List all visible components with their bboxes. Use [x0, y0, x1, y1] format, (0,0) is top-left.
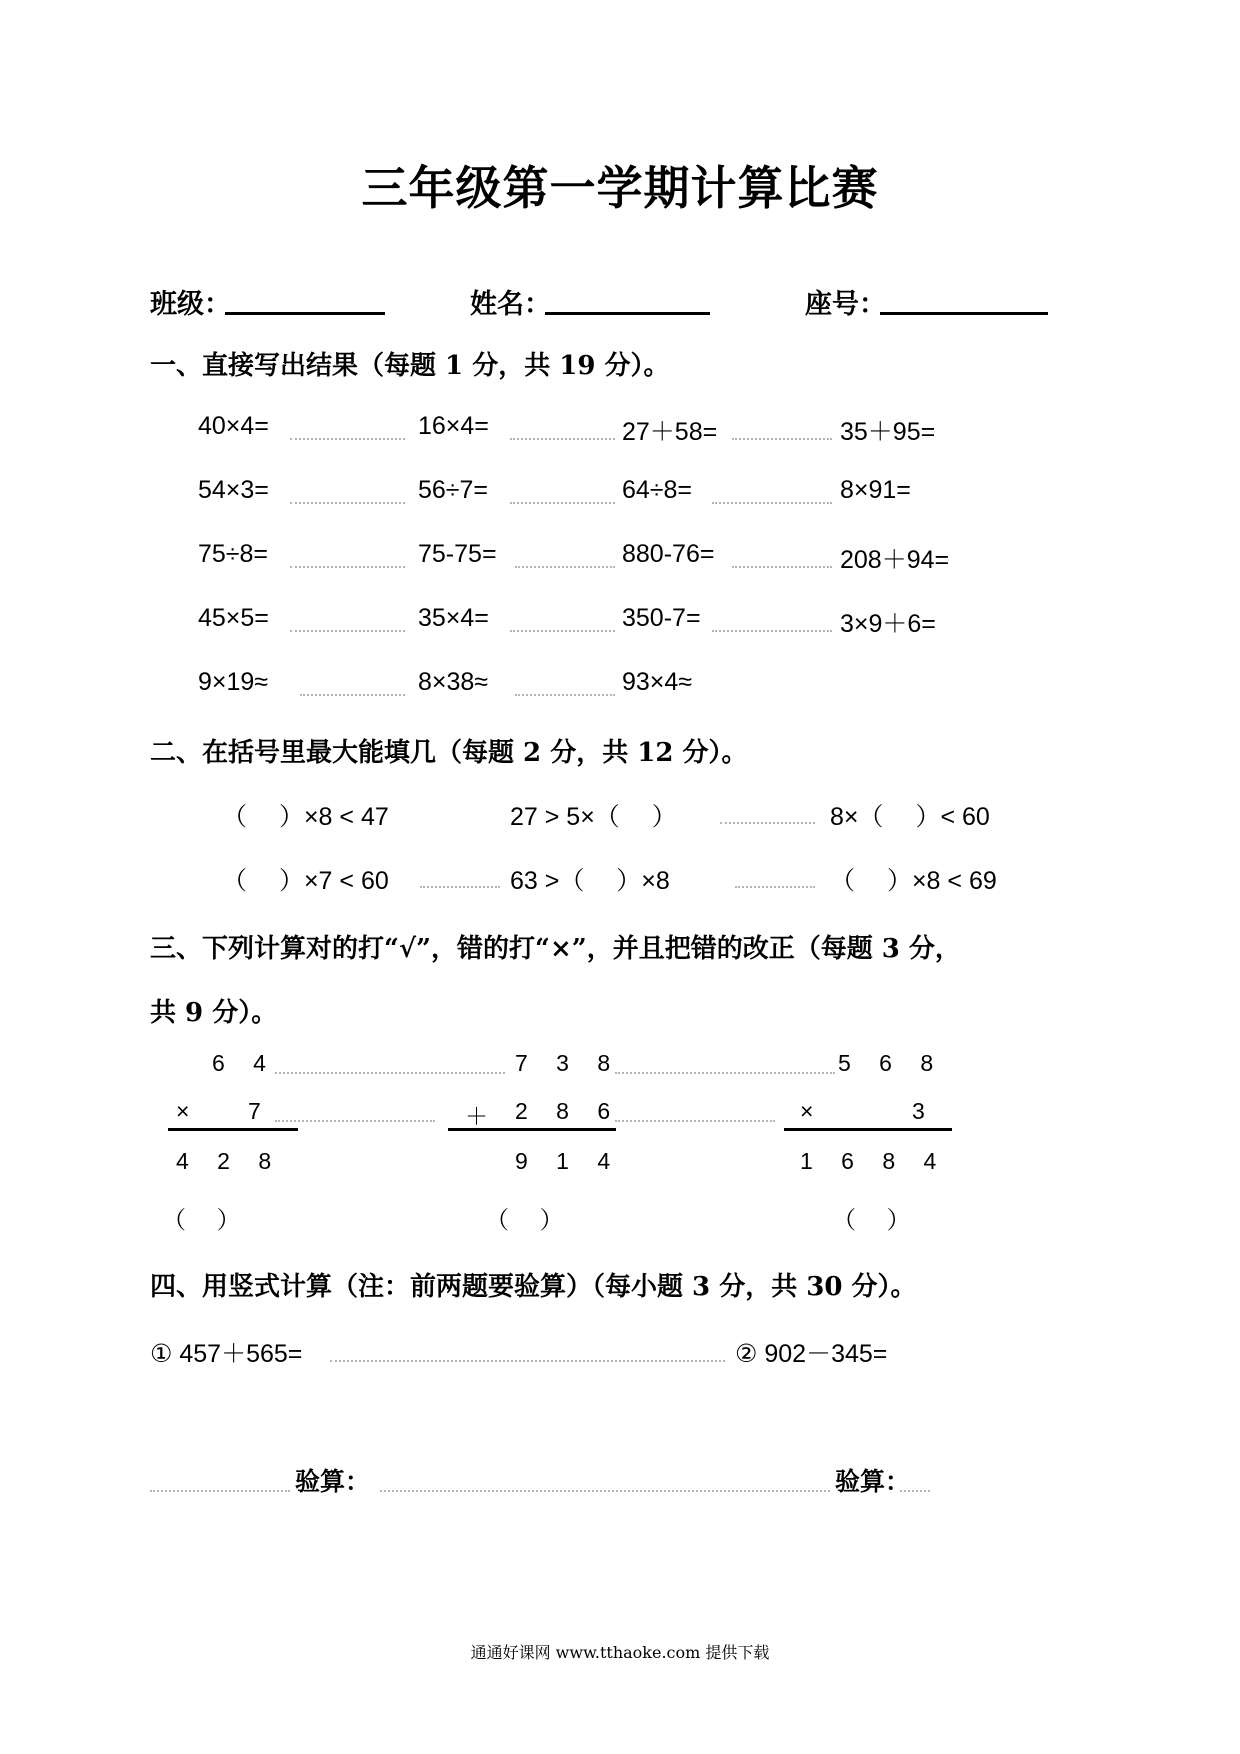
s1-item: 35＋95= — [840, 418, 936, 446]
s1-item: 350-7= — [622, 604, 701, 632]
dotted-leader — [380, 1490, 830, 1492]
s1-item: 8×38≈ — [418, 668, 489, 696]
addend-top: 5 6 8 — [838, 1050, 945, 1076]
s1-item: 208＋94= — [840, 546, 950, 574]
addend-second: 3 — [912, 1098, 936, 1124]
result: 4 2 8 — [176, 1148, 283, 1174]
answer-paren[interactable]: （ ） — [485, 1207, 564, 1234]
s1-item: 54×3= — [198, 476, 269, 504]
addend-second: 2 8 6 — [515, 1098, 622, 1124]
dotted-leader — [290, 630, 405, 632]
section2-heading: 二、在括号里最大能填几（每题 2 分，共 12 分）。 — [150, 738, 748, 768]
s1-item: 93×4≈ — [622, 668, 693, 696]
s2-item: （ ）×8 < 47 — [222, 803, 389, 831]
result: 9 1 4 — [515, 1148, 622, 1174]
dotted-leader — [712, 502, 832, 504]
footer-credit: 通通好课网 www.tthaoke.com 提供下载 — [470, 1643, 770, 1662]
s1-item: 9×19≈ — [198, 668, 269, 696]
addend-second: 7 — [248, 1098, 272, 1124]
section3-heading: 三、下列计算对的打“√”，错的打“×”，并且把错的改正（每题 3 分， — [150, 934, 961, 964]
dotted-leader — [290, 566, 405, 568]
s1-item: 64÷8= — [622, 476, 693, 504]
dotted-leader — [275, 1120, 435, 1122]
s1-item: 75-75= — [418, 540, 497, 568]
s1-item: 40×4= — [198, 412, 269, 440]
dotted-leader — [712, 630, 832, 632]
sum-rule — [784, 1128, 952, 1131]
check-label: 验算： — [835, 1467, 911, 1496]
operator: × — [176, 1098, 201, 1124]
s1-item: 75÷8= — [198, 540, 269, 568]
dotted-leader — [732, 566, 832, 568]
s1-item: 8×91= — [840, 476, 911, 504]
dotted-leader — [732, 438, 832, 440]
dotted-leader — [615, 1072, 835, 1074]
seat-field[interactable] — [880, 312, 1048, 315]
s2-item: 63 >（ ）×8 — [510, 867, 670, 895]
dotted-leader — [275, 1072, 505, 1074]
s1-item: 16×4= — [418, 412, 489, 440]
result: 1 6 8 4 — [800, 1148, 948, 1174]
dotted-leader — [720, 822, 815, 824]
class-label: 班级： — [150, 289, 231, 320]
dotted-leader — [900, 1490, 930, 1492]
answer-paren[interactable]: （ ） — [162, 1207, 241, 1234]
operator: × — [800, 1098, 825, 1124]
class-field[interactable] — [225, 312, 385, 315]
page-title: 三年级第一学期计算比赛 — [361, 161, 879, 215]
s1-item: 880-76= — [622, 540, 715, 568]
dotted-leader — [420, 886, 500, 888]
dotted-leader — [515, 694, 615, 696]
name-field[interactable] — [545, 312, 710, 315]
dotted-leader — [735, 886, 815, 888]
s2-item: （ ）×8 < 69 — [830, 867, 997, 895]
dotted-leader — [615, 1120, 775, 1122]
s1-item: 45×5= — [198, 604, 269, 632]
s4-item: ① 457＋565= — [150, 1340, 303, 1368]
s2-item: 8×（ ）< 60 — [830, 803, 990, 831]
dotted-leader — [150, 1490, 290, 1492]
section4-heading: 四、用竖式计算（注：前两题要验算）（每小题 3 分，共 30 分）。 — [150, 1272, 917, 1302]
operator: ＋ — [465, 1103, 499, 1129]
s1-item: 56÷7= — [418, 476, 489, 504]
section1-heading: 一、直接写出结果（每题 1 分，共 19 分）。 — [150, 351, 670, 381]
dotted-leader — [300, 694, 405, 696]
dotted-leader — [510, 630, 615, 632]
check-label: 验算： — [295, 1467, 371, 1496]
addend-top: 7 3 8 — [515, 1050, 622, 1076]
sum-rule — [448, 1128, 616, 1131]
s1-item: 3×9＋6= — [840, 610, 936, 638]
s2-item: （ ）×7 < 60 — [222, 867, 389, 895]
addend-top: 6 4 — [212, 1050, 277, 1076]
s4-item: ② 902－345= — [735, 1340, 888, 1368]
section3-heading-cont: 共 9 分）。 — [150, 998, 278, 1028]
s2-item: 27 > 5×（ ） — [510, 803, 677, 831]
sum-rule — [168, 1128, 298, 1131]
seat-label: 座号： — [805, 289, 886, 320]
name-label: 姓名： — [470, 289, 551, 320]
dotted-leader — [515, 566, 615, 568]
s1-item: 27＋58= — [622, 418, 718, 446]
answer-paren[interactable]: （ ） — [832, 1207, 911, 1234]
dotted-leader — [330, 1360, 725, 1362]
dotted-leader — [290, 502, 405, 504]
s1-item: 35×4= — [418, 604, 489, 632]
dotted-leader — [510, 438, 615, 440]
dotted-leader — [290, 438, 405, 440]
dotted-leader — [510, 502, 615, 504]
